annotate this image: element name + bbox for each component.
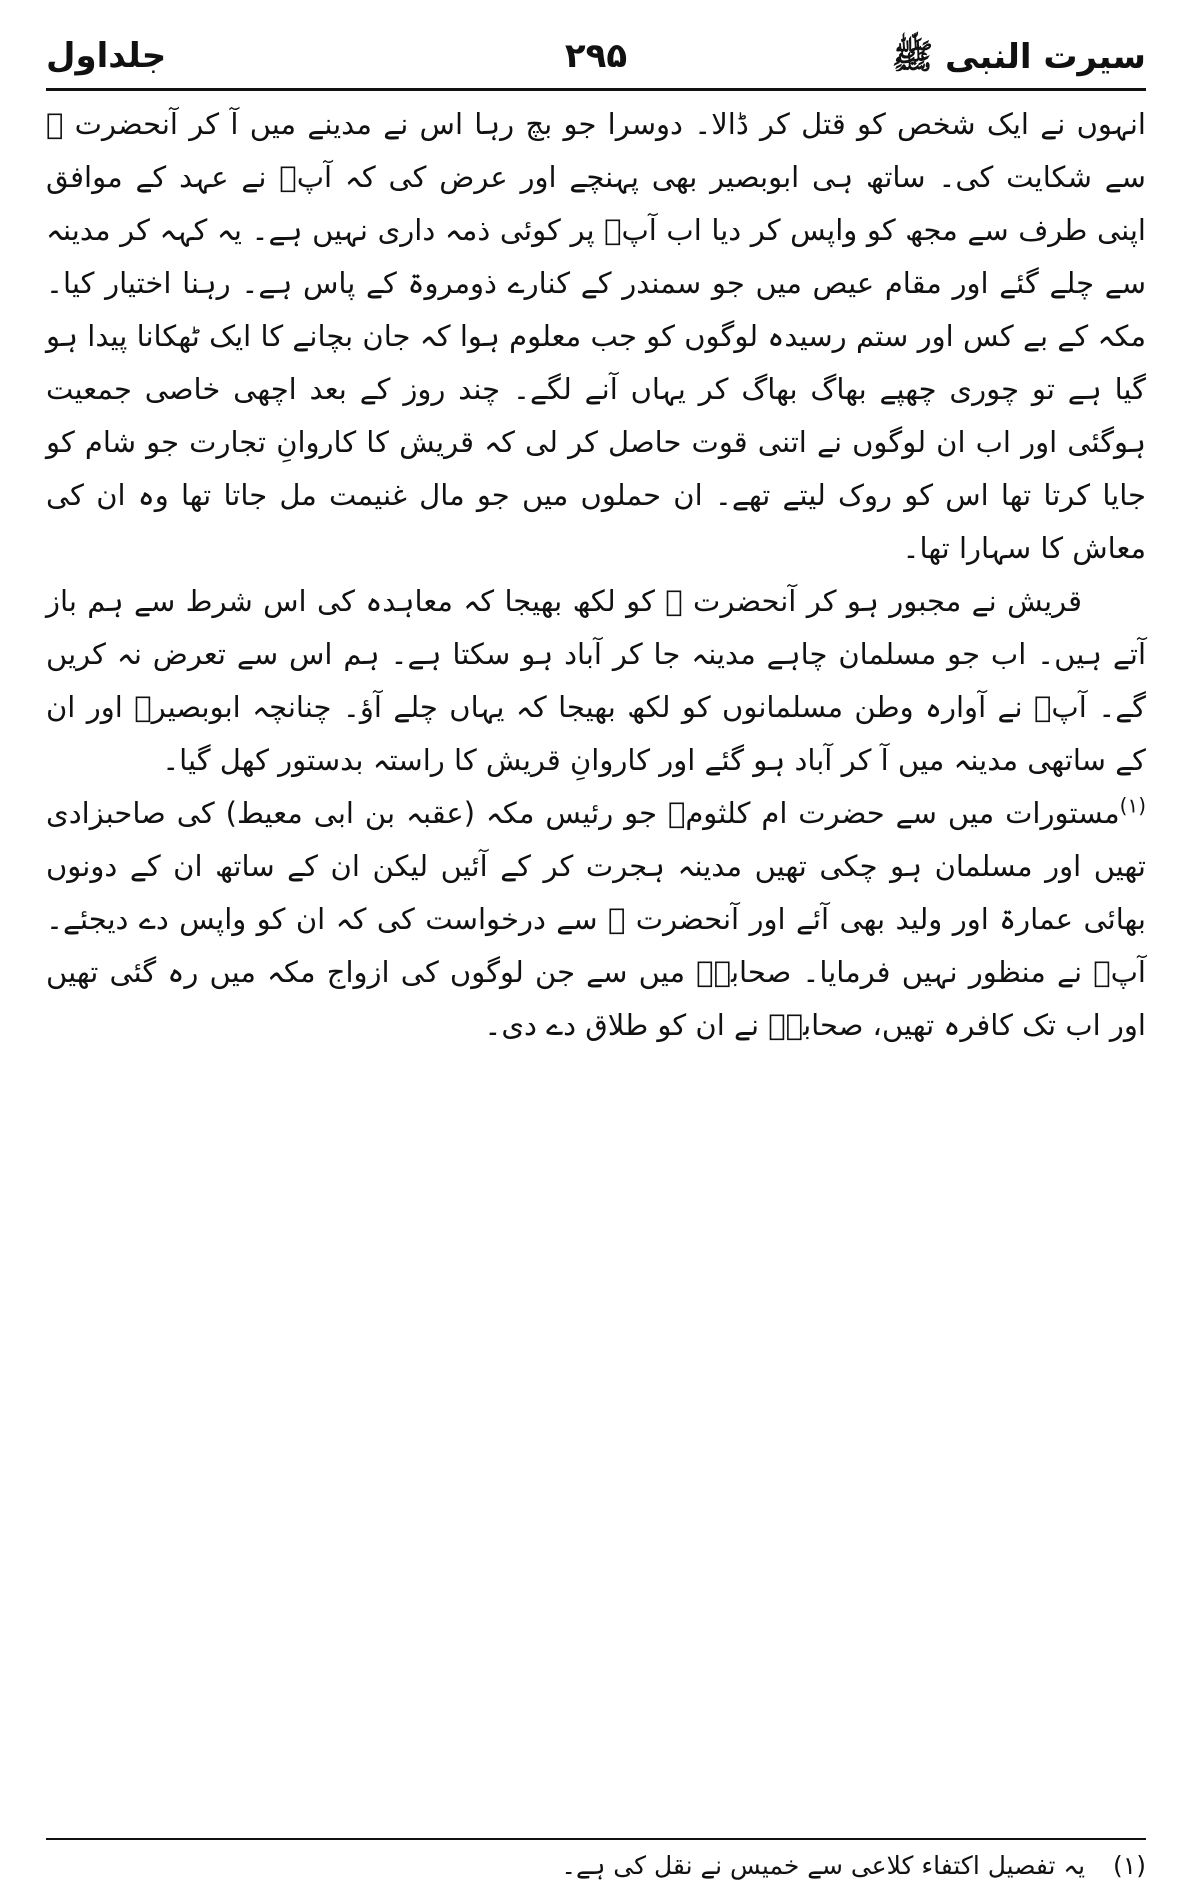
paragraph-3 <box>46 787 1146 1052</box>
paragraph-2: قریش نے مجبور ہو کر آنحضرت ﷺ کو لکھ بھیجا کہ معاہدہ کی اس شرط سے ہم باز آتے ہیں۔ اب جو مسلمان چاہے مدینہ جا کر آباد ہو سکتا ہے۔ ہم اس سے تعرض نہ کریں گے۔ آپؐ نے آوارہ وطن مسلمانوں کو لکھ بھیجا کہ یہاں چلے آؤ۔ چنانچہ ابوبصیرؓ اور ان کے ساتھی مدینہ میں آ کر آباد ہو گئے اور کاروانِ قریش کا راستہ بدستور کھل گیا۔ <box>46 584 1146 777</box>
page-header <box>46 36 1146 82</box>
footnote-number: (۱) <box>1113 1851 1146 1880</box>
page-number: ۲۹۵ <box>564 36 628 76</box>
book-title: سیرت النبی ﷺ <box>892 37 1146 77</box>
main-text <box>46 98 1146 1052</box>
footnote <box>46 1848 1146 1884</box>
header-divider <box>46 88 1146 91</box>
footnote-divider <box>46 1838 1146 1840</box>
volume-label: جلداول <box>46 36 167 76</box>
footnote-reference[interactable]: (۱) <box>1119 793 1146 818</box>
footnote-text: یہ تفصیل اکتفاء کلاعی سے خمیس نے نقل کی ہے۔ <box>561 1851 1086 1880</box>
paragraph-1: انہوں نے ایک شخص کو قتل کر ڈالا۔ دوسرا جو بچ رہا اس نے مدینے میں آ کر آنحضرت ﷺ سے شکایت کی۔ ساتھ ہی ابوبصیر بھی پہنچے اور عرض کی کہ آپؐ نے عہد کے موافق اپنی طرف سے مجھ کو واپس کر دیا اب آپؐ پر کوئی ذمہ داری نہیں ہے۔ یہ کہہ کر مدینہ سے چلے گئے اور مقام عیص میں جو سمندر کے کنارے ذومروۃ کے پاس ہے۔ رہنا اختیار کیا۔ مکہ کے بے کس اور ستم رسیدہ لوگوں کو جب معلوم ہوا کہ جان بچانے کا ایک ٹھکانا پیدا ہو گیا ہے تو چوری چھپے بھاگ بھاگ کر یہاں آنے لگے۔ چند روز کے بعد اچھی خاصی جمعیت ہوگئی اور اب ان لوگوں نے اتنی قوت حاصل کر لی کہ قریش کا کاروانِ تجارت جو شام کو جایا کرتا تھا اس کو روک لیتے تھے۔ ان حملوں میں جو مال غنیمت مل جاتا تھا وہ ان کی معاش کا سہارا تھا۔ <box>46 107 1146 565</box>
paragraph-3-text: مستورات میں سے حضرت ام کلثومؓ جو رئیس مکہ (عقبہ بن ابی معیط) کی صاحبزادی تھیں اور مسلمان ہو چکی تھیں مدینہ ہجرت کر کے آئیں لیکن ان کے ساتھ ان کے دونوں بھائی عمارۃ اور ولید بھی آئے اور آنحضرت ﷺ سے درخواست کی کہ ان کو واپس دے دیجئے۔ آپؐ نے منظور نہیں فرمایا۔ صحابہؓ میں سے جن لوگوں کی ازواج مکہ میں رہ گئی تھیں اور اب تک کافرہ تھیں، صحابہؓ نے ان کو طلاق دے دی۔ <box>46 796 1146 1042</box>
